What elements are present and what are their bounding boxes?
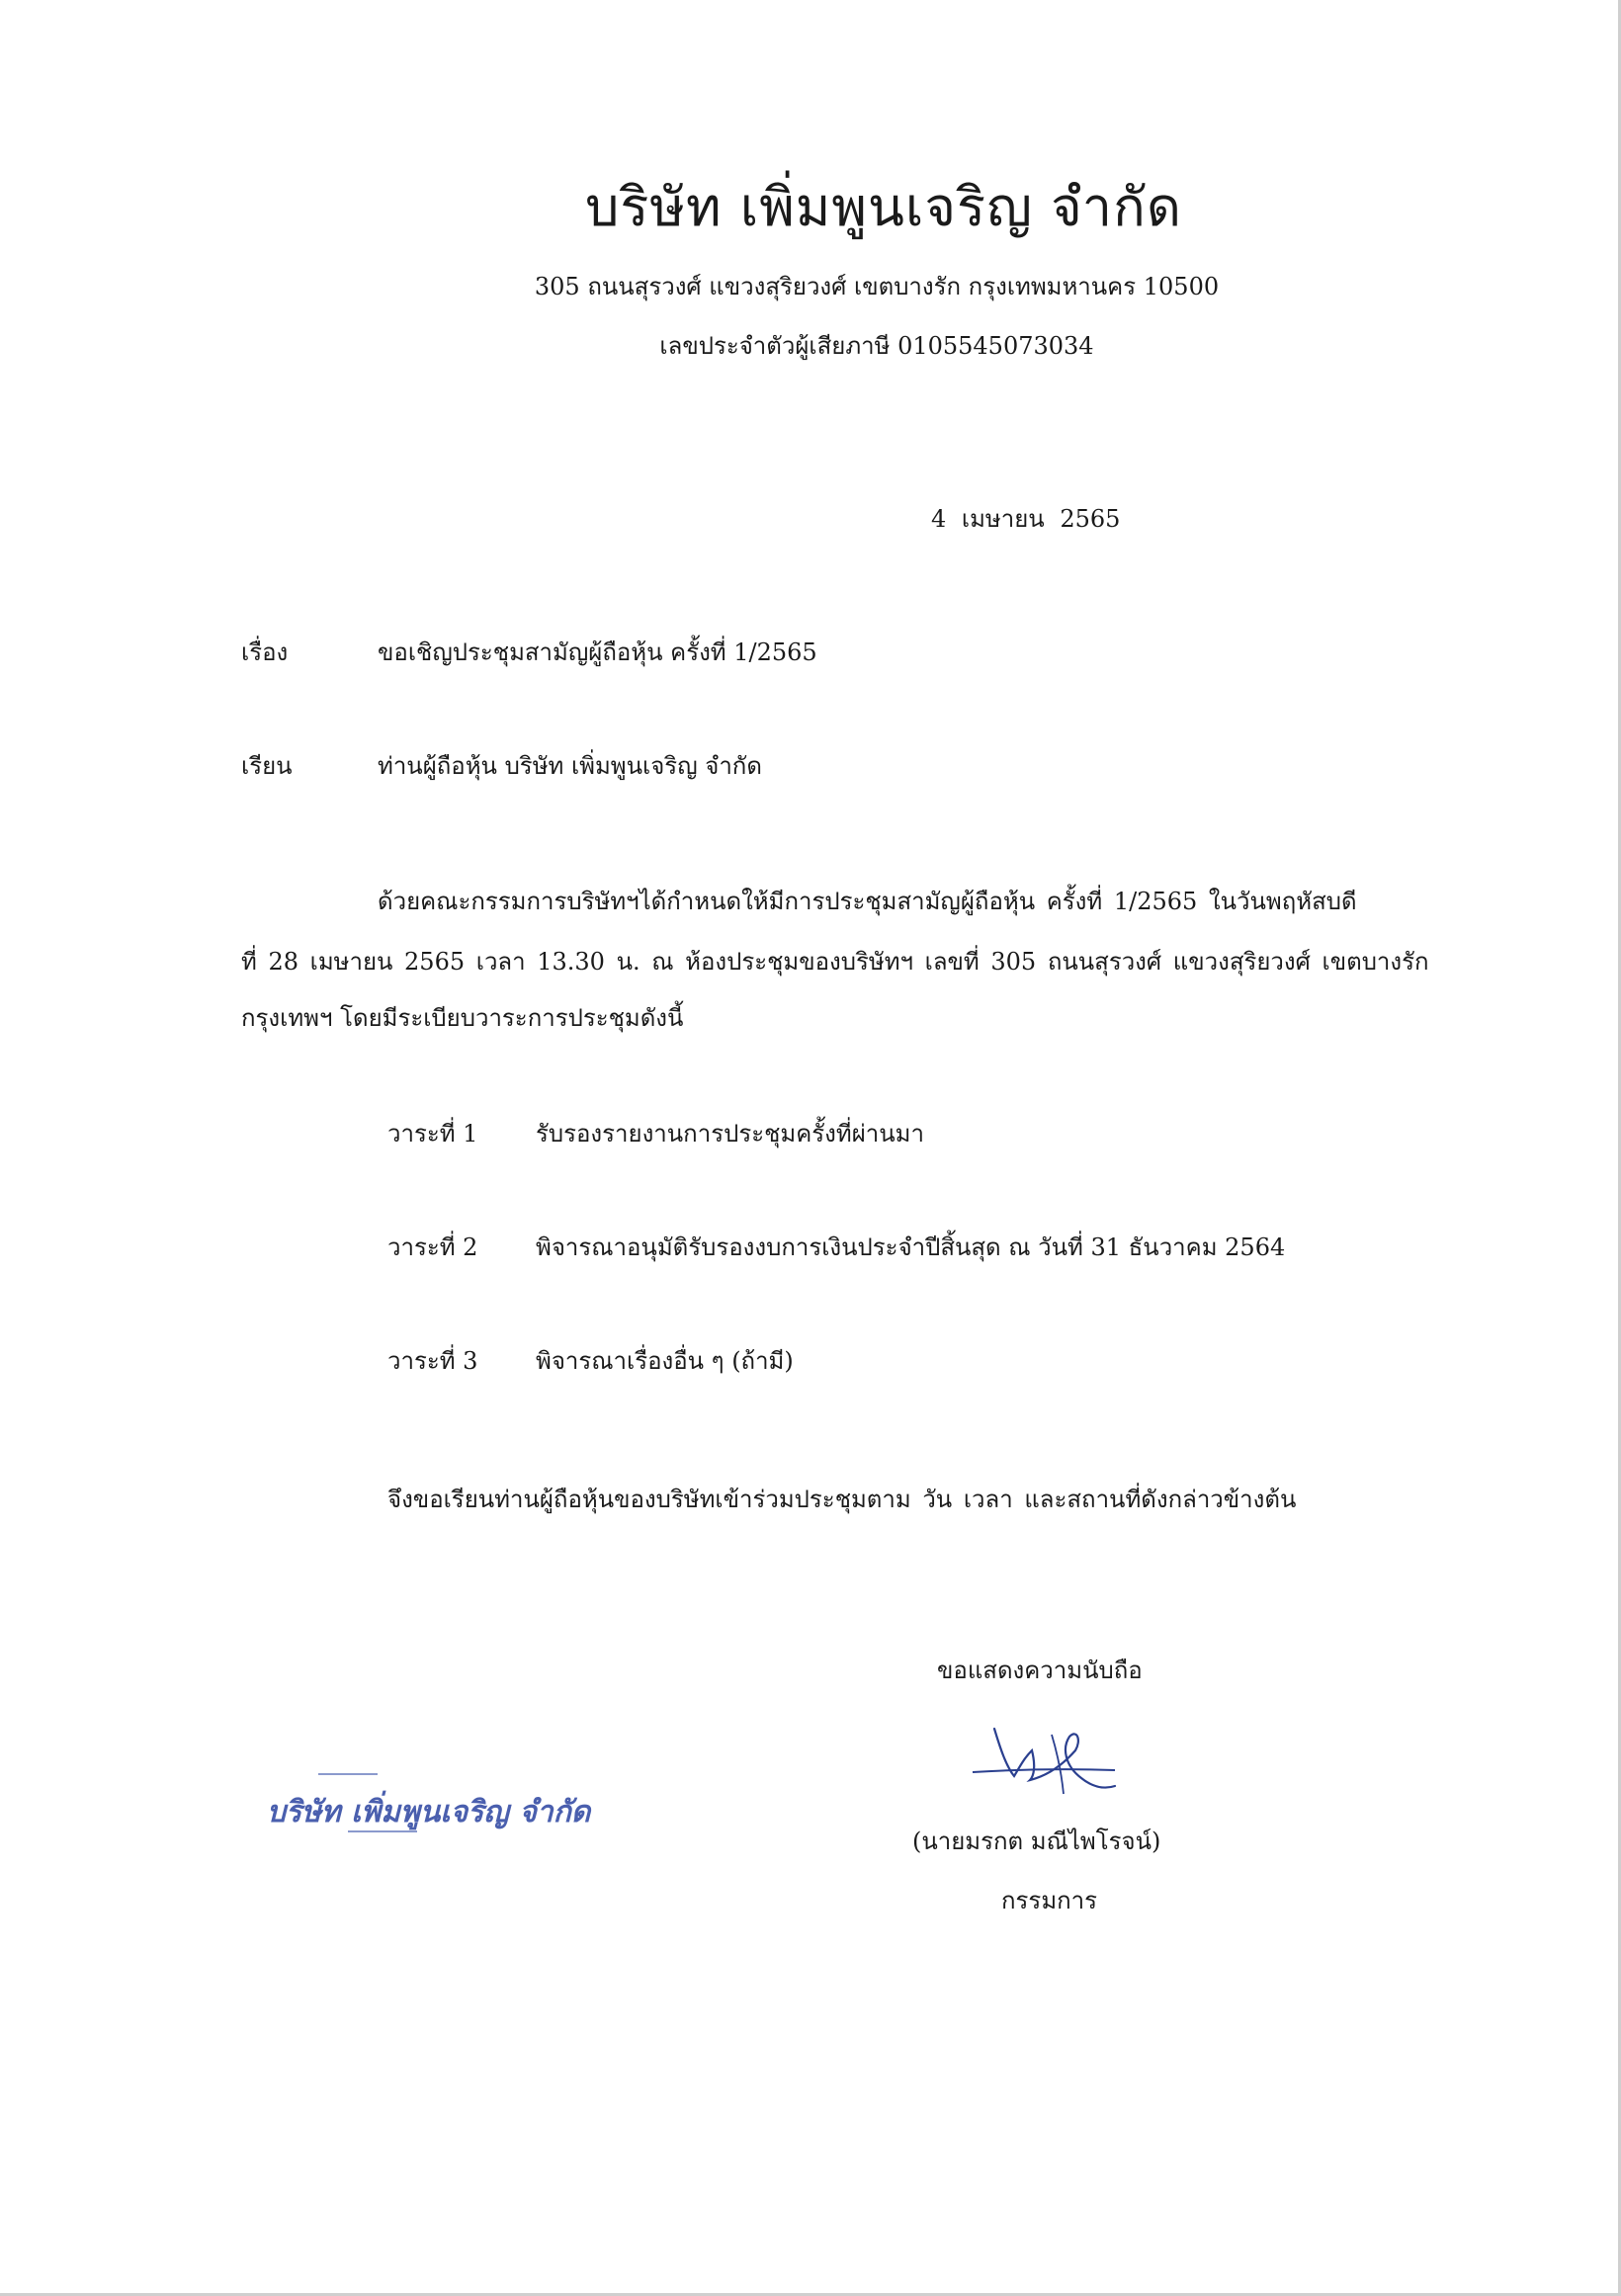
- recipient-label: เรียน: [241, 752, 293, 780]
- agenda-text-1: รับรองรายงานการประชุมครั้งที่ผ่านมา: [536, 1120, 924, 1148]
- company-address: 305 ถนนสุรวงศ์ แขวงสุริยวงศ์ เขตบางรัก กรุงเทพมหานคร 10500: [534, 273, 1220, 300]
- company-name: บริษัท เพิ่มพูนเจริญ จำกัด: [585, 176, 1182, 238]
- signer-name: (นายมรกต มณีไพโรจน์): [912, 1828, 1161, 1855]
- agenda-number-3: วาระที่ 3: [387, 1347, 478, 1375]
- letter-date: 4 เมษายน 2565: [931, 505, 1121, 533]
- regards-line: ขอแสดงความนับถือ: [937, 1657, 1143, 1684]
- signature: [967, 1715, 1125, 1804]
- subject-label: เรื่อง: [241, 638, 289, 666]
- stamp-mark: [318, 1773, 378, 1775]
- body-line-2: ที่ 28 เมษายน 2565 เวลา 13.30 น. ณ ห้องประชุมของบริษัทฯ เลขที่ 305 ถนนสุรวงศ์ แขวงสุริยวงศ์ เขตบางรัก: [241, 948, 1429, 976]
- agenda-text-3: พิจารณาเรื่องอื่น ๆ (ถ้ามี): [536, 1347, 794, 1375]
- agenda-text-2: พิจารณาอนุมัติรับรองงบการเงินประจำปีสิ้นสุด ณ วันที่ 31 ธันวาคม 2564: [536, 1233, 1286, 1261]
- agenda-number-2: วาระที่ 2: [387, 1233, 478, 1261]
- recipient-value: ท่านผู้ถือหุ้น บริษัท เพิ่มพูนเจริญ จำกัด: [378, 752, 762, 780]
- subject-value: ขอเชิญประชุมสามัญผู้ถือหุ้น ครั้งที่ 1/2565: [378, 638, 817, 666]
- signer-position: กรรมการ: [1001, 1887, 1098, 1914]
- closing-sentence: จึงขอเรียนท่านผู้ถือหุ้นของบริษัทเข้าร่วมประชุมตาม วัน เวลา และสถานที่ดังกล่าวข้างต้น: [387, 1486, 1297, 1513]
- stamp-text: บริษัท เพิ่มพูนเจริญ จำกัด: [267, 1795, 591, 1829]
- agenda-number-1: วาระที่ 1: [387, 1120, 478, 1148]
- company-stamp: [259, 1767, 635, 1838]
- body-line-3: กรุงเทพฯ โดยมีระเบียบวาระการประชุมดังนี้: [241, 1004, 684, 1032]
- tax-id: เลขประจำตัวผู้เสียภาษี 0105545073034: [659, 332, 1094, 360]
- body-line-1: ด้วยคณะกรรมการบริษัทฯได้กำหนดให้มีการประชุมสามัญผู้ถือหุ้น ครั้งที่ 1/2565 ในวันพฤหัสบดี: [378, 888, 1357, 915]
